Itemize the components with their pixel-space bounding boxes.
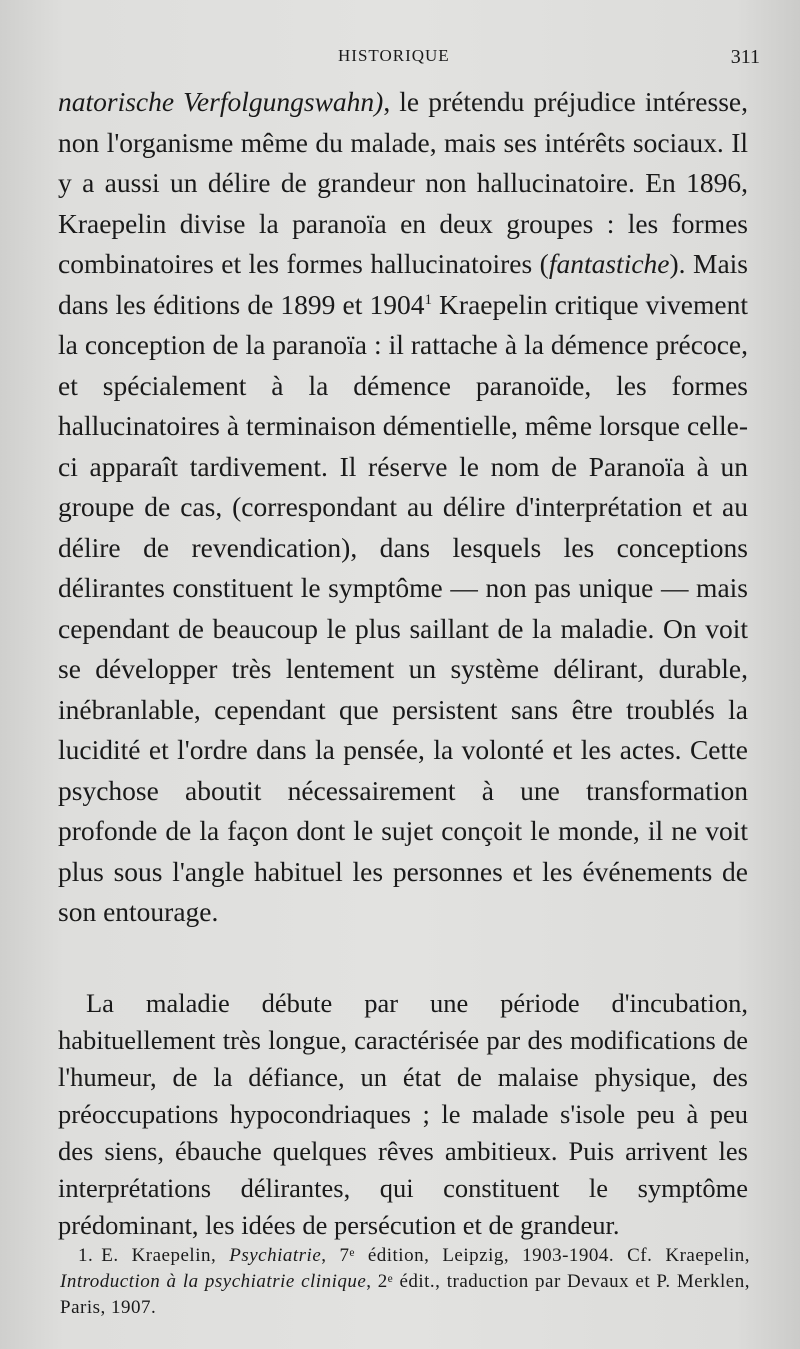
footnote-title-2: Introduction à la psychiatrie clinique	[60, 1271, 367, 1292]
page-number: 311	[730, 46, 760, 68]
footnote-part-3: , 2ᵉ édit., traduction par Devaux et P. Merklen, Paris, 1907.	[60, 1271, 750, 1318]
footnote	[60, 1243, 750, 1321]
italic-term: fantastiche	[548, 248, 670, 279]
page-header	[58, 46, 760, 76]
italic-phrase: natorische Verfolgungswahn)	[58, 86, 384, 117]
footnote-part-2: , 7ᵉ édition, Leipzig, 1903-1904. Cf. Kraepelin,	[321, 1245, 750, 1266]
body-text	[58, 82, 748, 1244]
paragraph-1-part-2: ). Mais dans les éditions de 1899 et 1904	[58, 248, 748, 320]
paragraph-1-part-1: , le prétendu préjudice intéresse, non l'organisme même du malade, mais ses intérêts sociaux. Il y a aussi un délire de grandeur non hallucinatoire. En 1896, Kraepelin divise la paranoïa en deux groupes : les formes combinatoires et les formes hallucinatoires (	[58, 86, 748, 279]
paragraph-1	[58, 82, 748, 933]
footnote-marker: 1.	[78, 1245, 94, 1266]
paragraph-2: La maladie débute par une période d'incubation, habituellement très longue, caractérisée par des modifications de l'humeur, de la défiance, un état de malaise physique, des préoccupations hypocondriaques ; le malade s'isole peu à peu des siens, ébauche quelques rêves ambitieux. Puis arrivent les interprétations délirantes, qui constituent le symptôme prédominant, les idées de persécution et de grandeur.	[58, 987, 748, 1240]
running-head: HISTORIQUE	[338, 46, 450, 65]
footnote-part-1: E. Kraepelin,	[101, 1245, 230, 1266]
footnote-title-1: Psychiatrie	[229, 1245, 322, 1266]
footnote-reference: 1	[424, 291, 432, 308]
paragraph-1-part-3: Kraepelin critique vivement la conception de la paranoïa : il rattache à la démence précoce, et spécialement à la démence paranoïde, les formes hallucinatoires à terminaison démentielle, même lorsque celle-ci apparaît tardivement. Il réserve le nom de Paranoïa à un groupe de cas, (correspondant au délire d'interprétation et au délire de revendication), dans lesquels les conceptions délirantes constituent le symptôme — non pas unique — mais cependant de beaucoup le plus saillant de la maladie. On voit se développer très lentement un système délirant, durable, inébranlable, cependant que persistent sans être troublés la lucidité et l'ordre dans la pensée, la volonté et les actes. Cette psychose aboutit nécessairement à une transformation profonde de la façon dont le sujet conçoit le monde, il ne voit plus sous l'angle habituel les personnes et les événements de son entourage.	[58, 288, 748, 927]
